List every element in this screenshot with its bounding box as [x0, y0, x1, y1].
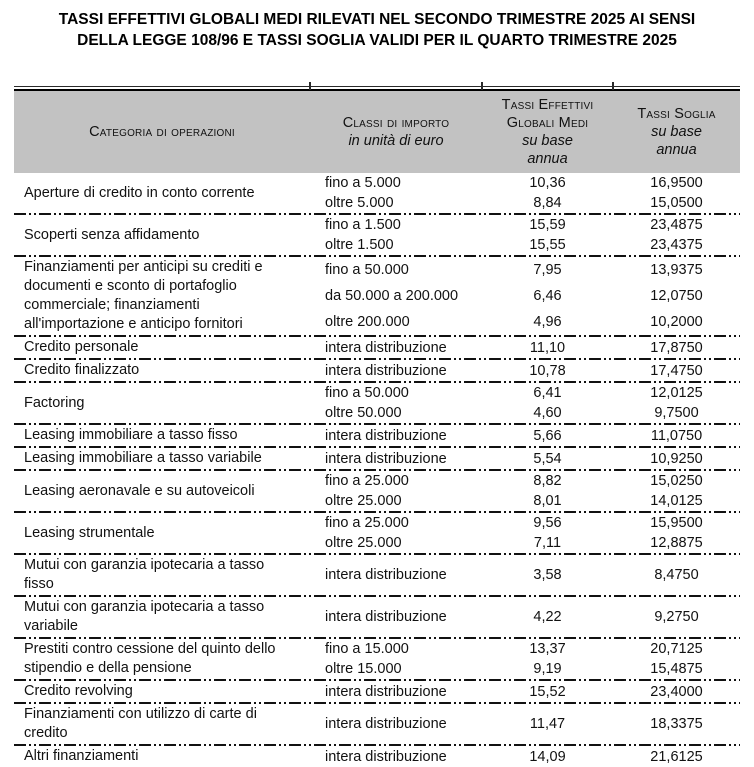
category-cell: Mutui con garanzia ipotecaria a tasso fisso	[24, 557, 265, 592]
table-group	[14, 597, 740, 637]
table-row	[310, 338, 740, 358]
importo-cell: fino a 15.000	[325, 641, 409, 657]
table-group	[14, 448, 740, 469]
header-label: Tassi Effettivi	[501, 97, 594, 113]
header-sublabel: annua	[527, 151, 568, 167]
table-row	[310, 747, 740, 767]
soglia-cell: 17,4750	[650, 362, 703, 379]
importo-cell: fino a 50.000	[325, 385, 409, 401]
category-cell: Scoperti senza affidamento	[24, 226, 200, 243]
table-group	[14, 337, 740, 358]
importo-cell: fino a 1.500	[325, 217, 401, 233]
tegm-cell: 9,56	[533, 515, 562, 531]
header-label: Tassi Soglia	[637, 106, 716, 122]
table-group	[14, 215, 740, 255]
soglia-cell: 11,0750	[650, 427, 703, 444]
tegm-cell: 8,01	[533, 493, 562, 509]
tegm-cell: 11,47	[529, 716, 566, 732]
column-tick-marks	[14, 81, 740, 87]
table-row	[310, 312, 740, 332]
value-rows	[310, 215, 740, 255]
document-page	[0, 9, 754, 767]
table-group	[14, 555, 740, 595]
header-categoria-di-operazioni	[14, 91, 310, 173]
category-cell: Finanziamenti per anticipi su crediti e documenti e sconto di portafoglio commerciale; finanziamenti all'importazione e anticipo fornitori	[24, 259, 263, 332]
soglia-cell: 10,9250	[650, 450, 703, 467]
importo-cell: oltre 25.000	[325, 535, 402, 551]
table-group	[14, 173, 740, 213]
soglia-cell: 12,8875	[650, 535, 703, 551]
soglia-cell: 12,0750	[650, 288, 703, 304]
table-row	[310, 565, 740, 585]
tegm-cell: 10,78	[529, 362, 566, 379]
category-cell: Factoring	[24, 394, 85, 411]
table-group	[14, 360, 740, 381]
value-rows	[310, 639, 740, 679]
value-rows	[310, 425, 740, 446]
table-row	[310, 682, 740, 702]
value-rows	[310, 448, 740, 469]
soglia-cell: 9,7500	[654, 405, 699, 421]
category-cell: Credito personale	[24, 339, 139, 355]
page-title: TASSI EFFETTIVI GLOBALI MEDI RILEVATI NEL SECONDO TRIMESTRE 2025 AI SENSI DELLA LEGGE 108/96 E TASSI SOGLIA VALIDI PER IL QUARTO TRIMESTRE 2025	[58, 11, 696, 49]
value-rows	[310, 383, 740, 423]
table-group	[14, 746, 740, 767]
importo-cell: intera distribuzione	[325, 567, 447, 583]
importo-cell: oltre 200.000	[325, 314, 410, 330]
value-rows	[310, 257, 740, 335]
category-cell: Credito revolving	[24, 683, 133, 699]
header-sublabel: in unità di euro	[348, 133, 444, 149]
soglia-cell: 23,4875	[650, 217, 703, 233]
tick-mark	[612, 82, 614, 90]
category-cell: Credito finalizzato	[24, 362, 140, 378]
tegm-cell: 15,55	[529, 237, 566, 253]
value-rows	[310, 555, 740, 595]
header-sublabel: su base	[651, 124, 702, 140]
soglia-cell: 16,9500	[650, 175, 703, 191]
soglia-cell: 23,4000	[650, 683, 703, 700]
importo-cell: intera distribuzione	[325, 683, 447, 700]
table-group	[14, 513, 740, 553]
table-header-row	[14, 89, 740, 173]
soglia-cell: 17,8750	[650, 339, 703, 356]
category-cell: Altri finanziamenti	[24, 748, 139, 764]
soglia-cell: 23,4375	[650, 237, 703, 253]
category-cell: Finanziamenti con utilizzo di carte di credito	[24, 706, 257, 741]
table-row	[310, 286, 740, 306]
soglia-cell: 15,4875	[650, 661, 703, 677]
tegm-cell: 13,37	[529, 641, 566, 657]
tegm-cell: 8,82	[533, 473, 562, 489]
header-label: Categoria di operazioni	[89, 124, 235, 140]
table-row	[310, 471, 740, 491]
importo-cell: da 50.000 a 200.000	[325, 288, 459, 304]
value-rows	[310, 597, 740, 637]
tegm-cell: 15,59	[529, 217, 566, 233]
tegm-cell: 14,09	[529, 748, 566, 765]
soglia-cell: 20,7125	[650, 641, 703, 657]
table-row	[310, 193, 740, 213]
table-row	[310, 173, 740, 193]
value-rows	[310, 681, 740, 702]
tegm-cell: 9,19	[533, 661, 562, 677]
importo-cell: fino a 5.000	[325, 175, 401, 191]
category-cell: Mutui con garanzia ipotecaria a tasso variabile	[24, 599, 265, 634]
value-rows	[310, 513, 740, 553]
soglia-cell: 15,0250	[650, 473, 703, 489]
category-cell: Aperture di credito in conto corrente	[24, 184, 255, 201]
header-classi-di-importo	[310, 91, 482, 173]
value-rows	[310, 746, 740, 767]
importo-cell: oltre 1.500	[325, 237, 394, 253]
category-cell: Prestiti contro cessione del quinto dello stipendio e della pensione	[24, 641, 276, 676]
importo-cell: intera distribuzione	[325, 609, 447, 625]
table-group	[14, 425, 740, 446]
table-row	[310, 361, 740, 381]
importo-cell: intera distribuzione	[325, 339, 447, 356]
soglia-cell: 15,0500	[650, 195, 703, 211]
table-group	[14, 681, 740, 702]
importo-cell: fino a 25.000	[325, 515, 409, 531]
tegm-cell: 7,95	[533, 262, 562, 278]
table-group	[14, 471, 740, 511]
header-tassi-soglia	[613, 91, 740, 173]
table-row	[310, 383, 740, 403]
importo-cell: intera distribuzione	[325, 450, 447, 467]
table-group	[14, 257, 740, 335]
table-row	[310, 235, 740, 255]
value-rows	[310, 360, 740, 381]
importo-cell: intera distribuzione	[325, 362, 447, 379]
header-tassi-effettivi-globali-medi	[482, 91, 613, 173]
soglia-cell: 9,2750	[654, 609, 699, 625]
tick-mark	[481, 82, 483, 90]
table-row	[310, 449, 740, 469]
importo-cell: fino a 25.000	[325, 473, 409, 489]
tegm-cell: 10,36	[529, 175, 566, 191]
tegm-cell: 7,11	[533, 535, 562, 551]
value-rows	[310, 704, 740, 744]
tegm-cell: 6,41	[533, 385, 562, 401]
soglia-cell: 10,2000	[650, 314, 703, 330]
tegm-cell: 5,54	[533, 450, 562, 467]
category-cell: Leasing aeronavale e su autoveicoli	[24, 482, 255, 499]
tegm-cell: 4,60	[533, 405, 562, 421]
tegm-cell: 5,66	[533, 427, 562, 444]
tegm-cell: 6,46	[533, 288, 562, 304]
table-row	[310, 513, 740, 533]
header-label: Globali Medi	[506, 115, 589, 131]
tegm-cell: 11,10	[529, 339, 566, 356]
soglia-cell: 13,9375	[650, 262, 703, 278]
header-sublabel: su base	[522, 133, 573, 149]
table-group	[14, 639, 740, 679]
tick-mark	[309, 82, 311, 90]
soglia-cell: 15,9500	[650, 515, 703, 531]
importo-cell: oltre 5.000	[325, 195, 394, 211]
importo-cell: oltre 50.000	[325, 405, 402, 421]
importo-cell: intera distribuzione	[325, 427, 447, 444]
table-row	[310, 491, 740, 511]
table-row	[310, 639, 740, 659]
header-label: Classi di importo	[342, 115, 450, 131]
table-row	[310, 714, 740, 734]
table-row	[310, 426, 740, 446]
tegm-cell: 4,22	[533, 609, 562, 625]
table-group	[14, 704, 740, 744]
tegm-cell: 3,58	[533, 567, 562, 583]
importo-cell: fino a 50.000	[325, 262, 409, 278]
header-sublabel: annua	[656, 142, 697, 158]
importo-cell: intera distribuzione	[325, 748, 447, 765]
category-cell: Leasing strumentale	[24, 524, 155, 541]
rates-table	[14, 81, 740, 767]
tegm-cell: 4,96	[533, 314, 562, 330]
importo-cell: oltre 25.000	[325, 493, 402, 509]
value-rows	[310, 337, 740, 358]
importo-cell: intera distribuzione	[325, 716, 447, 732]
category-cell: Leasing immobiliare a tasso variabile	[24, 450, 262, 466]
soglia-cell: 14,0125	[650, 493, 703, 509]
tegm-cell: 15,52	[529, 683, 566, 700]
tegm-cell: 8,84	[533, 195, 562, 211]
table-row	[310, 607, 740, 627]
table-group	[14, 383, 740, 423]
table-row	[310, 260, 740, 280]
table-row	[310, 659, 740, 679]
importo-cell: oltre 15.000	[325, 661, 402, 677]
soglia-cell: 21,6125	[650, 748, 703, 765]
value-rows	[310, 173, 740, 213]
table-row	[310, 403, 740, 423]
table-body	[14, 173, 740, 767]
category-cell: Leasing immobiliare a tasso fisso	[24, 427, 238, 443]
soglia-cell: 12,0125	[650, 385, 703, 401]
table-row	[310, 215, 740, 235]
table-row	[310, 533, 740, 553]
soglia-cell: 8,4750	[654, 567, 699, 583]
value-rows	[310, 471, 740, 511]
soglia-cell: 18,3375	[650, 716, 703, 732]
